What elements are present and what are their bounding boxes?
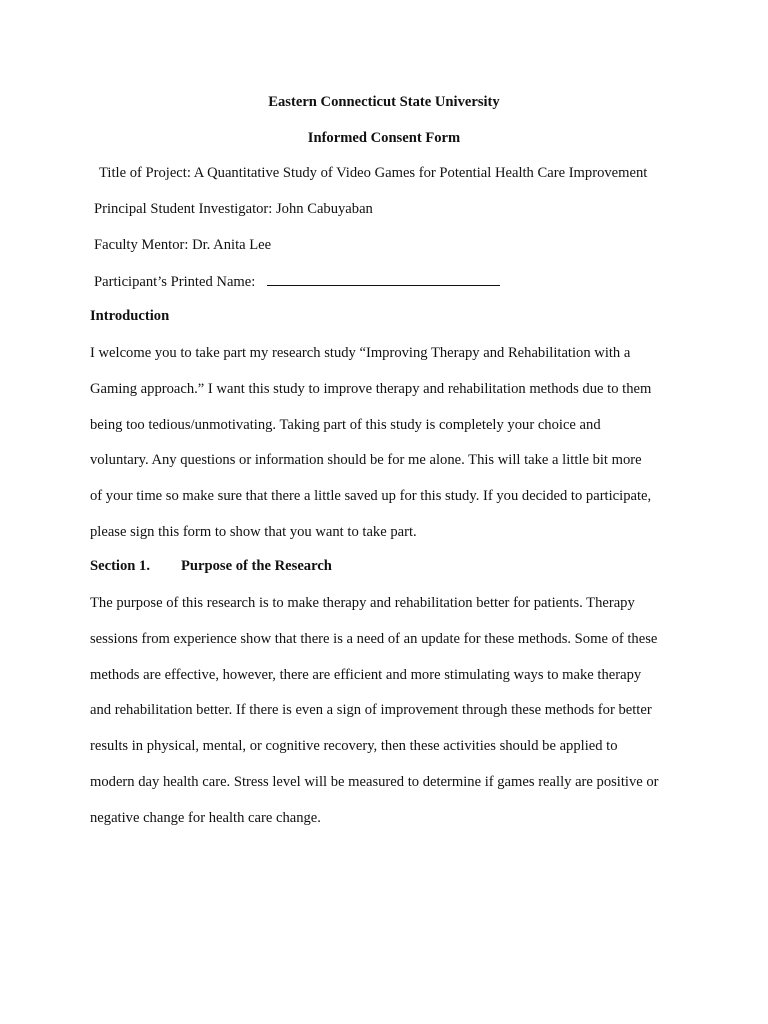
paragraph-line: please sign this form to show that you want to take part. [90, 523, 417, 540]
purpose-paragraph [90, 594, 690, 845]
faculty-mentor: Faculty Mentor: Dr. Anita Lee [94, 237, 272, 253]
introduction-heading: Introduction [90, 308, 170, 324]
university-name: Eastern Connecticut State University [268, 94, 500, 110]
section-number: Section 1. [90, 558, 150, 574]
paragraph-line: of your time so make sure that there a little saved up for this study. If you decided to participate, [90, 488, 652, 505]
paragraph-line: methods are effective, however, there are efficient and more stimulating ways to make therapy [90, 666, 642, 683]
paragraph-line: The purpose of this research is to make therapy and rehabilitation better for patients. Therapy [90, 595, 635, 611]
section-1-heading [90, 558, 332, 575]
principal-investigator: Principal Student Investigator: John Cabuyaban [94, 201, 373, 217]
participant-name-row [94, 272, 500, 291]
paragraph-line: I welcome you to take part my research study “Improving Therapy and Rehabilitation with a [90, 345, 631, 361]
participant-name-field[interactable] [267, 272, 500, 286]
introduction-paragraph [90, 344, 690, 559]
section-title: Purpose of the Research [181, 558, 332, 574]
project-title: Title of Project: A Quantitative Study of Video Games for Potential Health Care Improvement [99, 165, 648, 181]
paragraph-line: being too tedious/unmotivating. Taking part of this study is completely your choice and [90, 416, 601, 433]
participant-name-label: Participant’s Printed Name: [94, 274, 256, 290]
paragraph-line: sessions from experience show that there is a need of an update for these methods. Some of these [90, 630, 658, 647]
paragraph-line: negative change for health care change. [90, 809, 321, 826]
form-title: Informed Consent Form [307, 130, 461, 146]
paragraph-line: and rehabilitation better. If there is even a sign of improvement through these methods for better [90, 702, 652, 719]
paragraph-line: Gaming approach.” I want this study to improve therapy and rehabilitation methods due to them [90, 380, 652, 397]
paragraph-line: results in physical, mental, or cognitive recovery, then these activities should be applied to [90, 738, 618, 755]
paragraph-line: voluntary. Any questions or information should be for me alone. This will take a little bit more [90, 452, 642, 469]
paragraph-line: modern day health care. Stress level will be measured to determine if games really are positive or [90, 773, 659, 790]
